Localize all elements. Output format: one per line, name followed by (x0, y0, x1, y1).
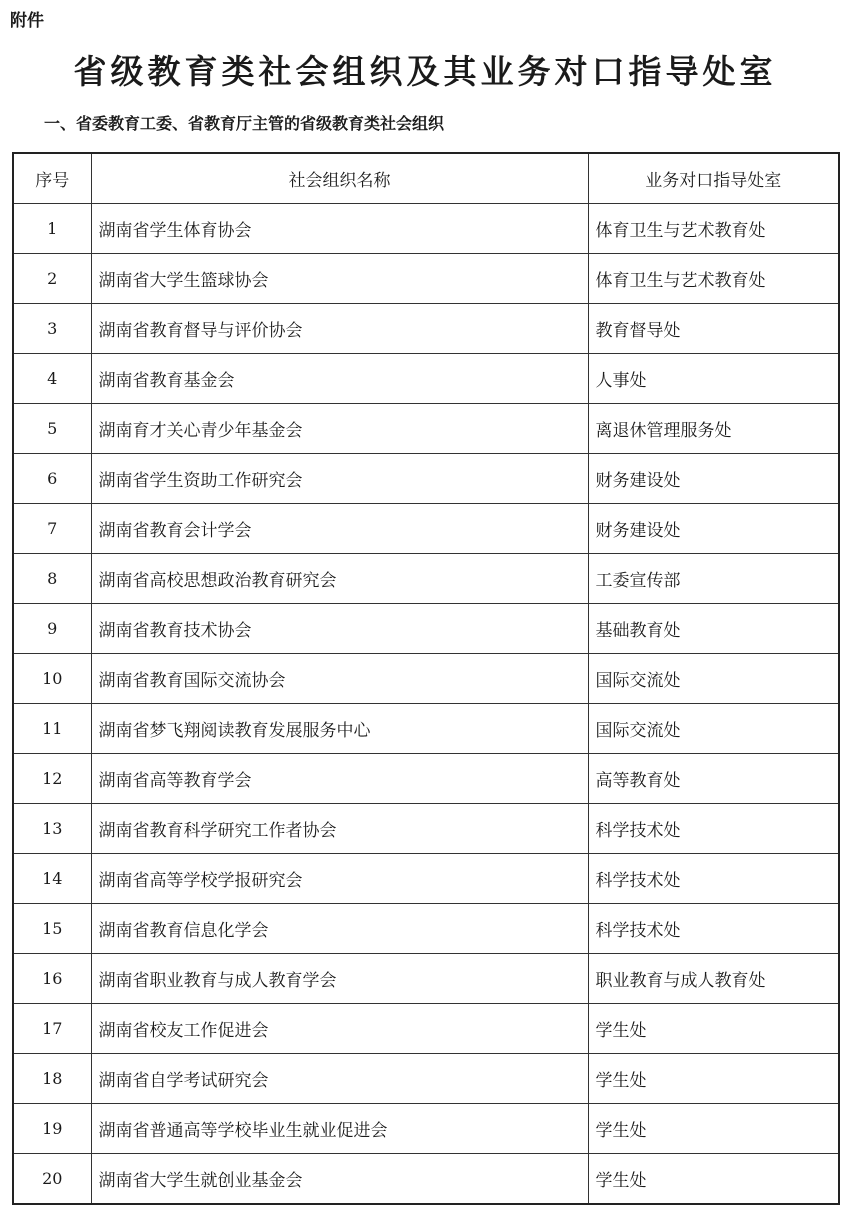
row-number-cell: 5 (13, 404, 91, 454)
row-number-cell: 4 (13, 354, 91, 404)
office-cell: 工委宣传部 (588, 554, 839, 604)
office-cell: 职业教育与成人教育处 (588, 954, 839, 1004)
organization-name-cell: 湖南省大学生篮球协会 (91, 254, 588, 304)
row-number-cell: 7 (13, 504, 91, 554)
table-row (13, 254, 839, 304)
table-row (13, 954, 839, 1004)
table-row (13, 404, 839, 454)
office-cell: 离退休管理服务处 (588, 404, 839, 454)
office-cell: 高等教育处 (588, 754, 839, 804)
office-cell: 基础教育处 (588, 604, 839, 654)
organization-name-cell: 湖南省自学考试研究会 (91, 1054, 588, 1104)
office-cell: 学生处 (588, 1054, 839, 1104)
organization-name-cell: 湖南省职业教育与成人教育学会 (91, 954, 588, 1004)
row-number-cell: 11 (13, 704, 91, 754)
row-number-cell: 2 (13, 254, 91, 304)
table-header-row (13, 153, 839, 204)
table-row (13, 454, 839, 504)
row-number-cell: 6 (13, 454, 91, 504)
table-row (13, 504, 839, 554)
office-cell: 人事处 (588, 354, 839, 404)
section-heading: 一、省委教育工委、省教育厅主管的省级教育类社会组织 (44, 114, 445, 133)
row-number-cell: 16 (13, 954, 91, 1004)
office-cell: 科学技术处 (588, 904, 839, 954)
organization-name-cell: 湖南省高校思想政治教育研究会 (91, 554, 588, 604)
organization-table (12, 152, 840, 1205)
organization-name-cell: 湖南省梦飞翔阅读教育发展服务中心 (91, 704, 588, 754)
page-title: 省级教育类社会组织及其业务对口指导处室 (73, 52, 777, 91)
row-number-cell: 13 (13, 804, 91, 854)
organization-name-cell: 湖南省普通高等学校毕业生就业促进会 (91, 1104, 588, 1154)
table-row (13, 754, 839, 804)
table-row (13, 354, 839, 404)
office-cell: 国际交流处 (588, 654, 839, 704)
office-cell: 体育卫生与艺术教育处 (588, 254, 839, 304)
organization-name-cell: 湖南省学生资助工作研究会 (91, 454, 588, 504)
office-cell: 财务建设处 (588, 454, 839, 504)
table-row (13, 1054, 839, 1104)
table-row (13, 904, 839, 954)
organization-name-cell: 湖南省教育科学研究工作者协会 (91, 804, 588, 854)
table-row (13, 804, 839, 854)
office-cell: 国际交流处 (588, 704, 839, 754)
table-body (13, 204, 839, 1205)
table-row (13, 704, 839, 754)
row-number-cell: 8 (13, 554, 91, 604)
organization-name-cell: 湖南省教育信息化学会 (91, 904, 588, 954)
table-row (13, 204, 839, 254)
office-cell: 科学技术处 (588, 854, 839, 904)
row-number-cell: 14 (13, 854, 91, 904)
table-row (13, 1004, 839, 1054)
organization-name-cell: 湖南育才关心青少年基金会 (91, 404, 588, 454)
table-row (13, 1104, 839, 1154)
table-row (13, 854, 839, 904)
office-cell: 体育卫生与艺术教育处 (588, 204, 839, 254)
row-number-cell: 1 (13, 204, 91, 254)
row-number-cell: 10 (13, 654, 91, 704)
attachment-label: 附件 (10, 11, 44, 31)
office-cell: 学生处 (588, 1004, 839, 1054)
column-header-no: 序号 (13, 153, 91, 204)
office-cell: 财务建设处 (588, 504, 839, 554)
organization-name-cell: 湖南省教育督导与评价协会 (91, 304, 588, 354)
organization-name-cell: 湖南省教育技术协会 (91, 604, 588, 654)
office-cell: 科学技术处 (588, 804, 839, 854)
organization-name-cell: 湖南省教育会计学会 (91, 504, 588, 554)
row-number-cell: 9 (13, 604, 91, 654)
table-row (13, 1154, 839, 1205)
row-number-cell: 3 (13, 304, 91, 354)
table-row (13, 554, 839, 604)
table-row (13, 654, 839, 704)
row-number-cell: 19 (13, 1104, 91, 1154)
office-cell: 学生处 (588, 1104, 839, 1154)
row-number-cell: 18 (13, 1054, 91, 1104)
organization-name-cell: 湖南省高等学校学报研究会 (91, 854, 588, 904)
column-header-office: 业务对口指导处室 (588, 153, 839, 204)
table-row (13, 304, 839, 354)
table-row (13, 604, 839, 654)
row-number-cell: 20 (13, 1154, 91, 1205)
organization-name-cell: 湖南省校友工作促进会 (91, 1004, 588, 1054)
organization-name-cell: 湖南省高等教育学会 (91, 754, 588, 804)
row-number-cell: 15 (13, 904, 91, 954)
organization-name-cell: 湖南省教育基金会 (91, 354, 588, 404)
column-header-name: 社会组织名称 (91, 153, 588, 204)
row-number-cell: 12 (13, 754, 91, 804)
office-cell: 学生处 (588, 1154, 839, 1205)
organization-name-cell: 湖南省学生体育协会 (91, 204, 588, 254)
row-number-cell: 17 (13, 1004, 91, 1054)
office-cell: 教育督导处 (588, 304, 839, 354)
organization-name-cell: 湖南省大学生就创业基金会 (91, 1154, 588, 1205)
organization-name-cell: 湖南省教育国际交流协会 (91, 654, 588, 704)
